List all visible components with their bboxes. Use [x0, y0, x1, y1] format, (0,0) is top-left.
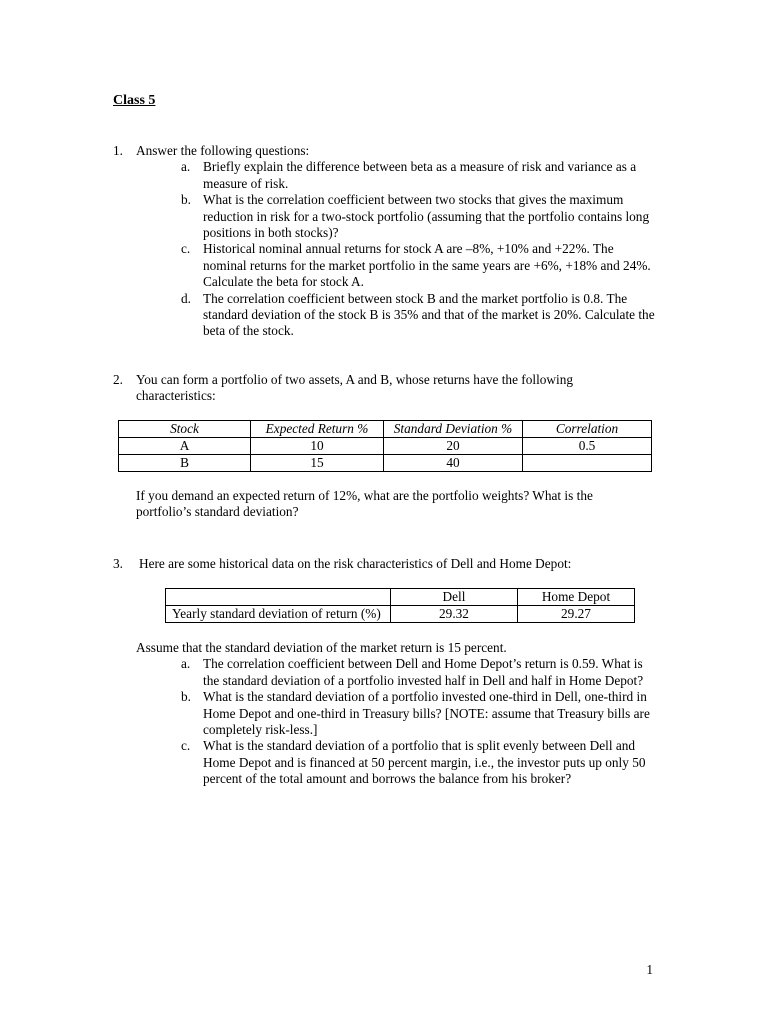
question-2-followup: If you demand an expected return of 12%, what are the portfolio weights? What is the portfolio’s standard deviation? — [136, 488, 593, 520]
table-cell: A — [119, 438, 251, 455]
sub-label: a. — [181, 656, 191, 672]
table-header-row — [119, 421, 652, 438]
table-row — [119, 455, 652, 472]
table-header — [166, 589, 391, 606]
sub-text: What is the standard deviation of a portfolio that is split evenly between Dell and Home Depot and is financed at 50 percent margin, i.e., the investor puts up only 50 percent of the total amount and borrows the balance from his broker? — [203, 738, 646, 787]
table-cell: 20 — [384, 438, 523, 455]
risk-table — [165, 588, 635, 623]
table-cell: Yearly standard deviation of return (%) — [166, 606, 391, 623]
table-header: Home Depot — [518, 589, 635, 606]
question-3 — [113, 556, 658, 572]
table-header: Correlation — [523, 421, 652, 438]
table-cell: 40 — [384, 455, 523, 472]
question-1 — [113, 143, 658, 340]
table-header: Standard Deviation % — [384, 421, 523, 438]
sub-question-a — [181, 656, 658, 689]
sub-question-b — [181, 192, 658, 241]
table-header: Stock — [119, 421, 251, 438]
table-header: Expected Return % — [251, 421, 384, 438]
table-header: Dell — [391, 589, 518, 606]
question-number: 1. — [113, 143, 123, 158]
sub-label: b. — [181, 192, 191, 208]
sub-text: What is the standard deviation of a portfolio invested one-third in Dell, one-third in Home Depot and one-third in Treasury bills? [NOTE: assume that Treasury bills are completely risk-less.] — [203, 689, 650, 738]
question-2 — [113, 372, 613, 405]
table-header-row — [166, 589, 635, 606]
page-number: 1 — [646, 962, 653, 977]
page-title: Class 5 — [113, 93, 156, 108]
table-cell: 0.5 — [523, 438, 652, 455]
table-cell: 29.27 — [518, 606, 635, 623]
table-cell — [523, 455, 652, 472]
sub-text: What is the correlation coefficient between two stocks that gives the maximum reduction in risk for a two-stock portfolio (assuming that the portfolio contains long positions in both stocks)? — [203, 192, 650, 241]
sub-text: Briefly explain the difference between beta as a measure of risk and variance as a measure of risk. — [203, 159, 637, 191]
sub-label: a. — [181, 159, 191, 175]
question-number: 2. — [113, 372, 123, 387]
sub-text: The correlation coefficient between stock B and the market portfolio is 0.8. The standard deviation of the stock B is 35% and that of the market is 20%. Calculate the beta of the stock. — [203, 290, 655, 339]
sub-label: c. — [181, 738, 191, 754]
sub-question-a — [181, 159, 658, 192]
table-row — [166, 606, 635, 623]
assumption-text: Assume that the standard deviation of the market return is 15 percent. — [136, 640, 507, 655]
table-row — [119, 438, 652, 455]
sub-text: The correlation coefficient between Dell and Home Depot’s return is 0.59. What is the standard deviation of a portfolio invested half in Dell and half in Home Depot? — [203, 656, 644, 688]
table-cell: 10 — [251, 438, 384, 455]
question-text: Answer the following questions: — [136, 143, 310, 158]
sub-text: Historical nominal annual returns for stock A are –8%, +10% and +22%. The nominal returns for the market portfolio in the same years are +6%, +18% and 24%. Calculate the beta for stock A. — [203, 241, 651, 290]
table-cell: 15 — [251, 455, 384, 472]
stock-table — [118, 420, 652, 472]
question-number: 3. — [113, 556, 123, 571]
question-text: Here are some historical data on the risk characteristics of Dell and Home Depot: — [139, 556, 572, 571]
sub-label: d. — [181, 290, 191, 306]
sub-question-b — [181, 689, 658, 738]
question-3-body — [136, 640, 656, 788]
question-text: You can form a portfolio of two assets, A and B, whose returns have the following characteristics: — [136, 372, 574, 404]
sub-question-c — [181, 241, 658, 290]
sub-question-c — [181, 738, 658, 787]
sub-question-d — [181, 290, 658, 340]
sub-label: b. — [181, 689, 191, 705]
sub-label: c. — [181, 241, 191, 257]
table-cell: 29.32 — [391, 606, 518, 623]
table-cell: B — [119, 455, 251, 472]
